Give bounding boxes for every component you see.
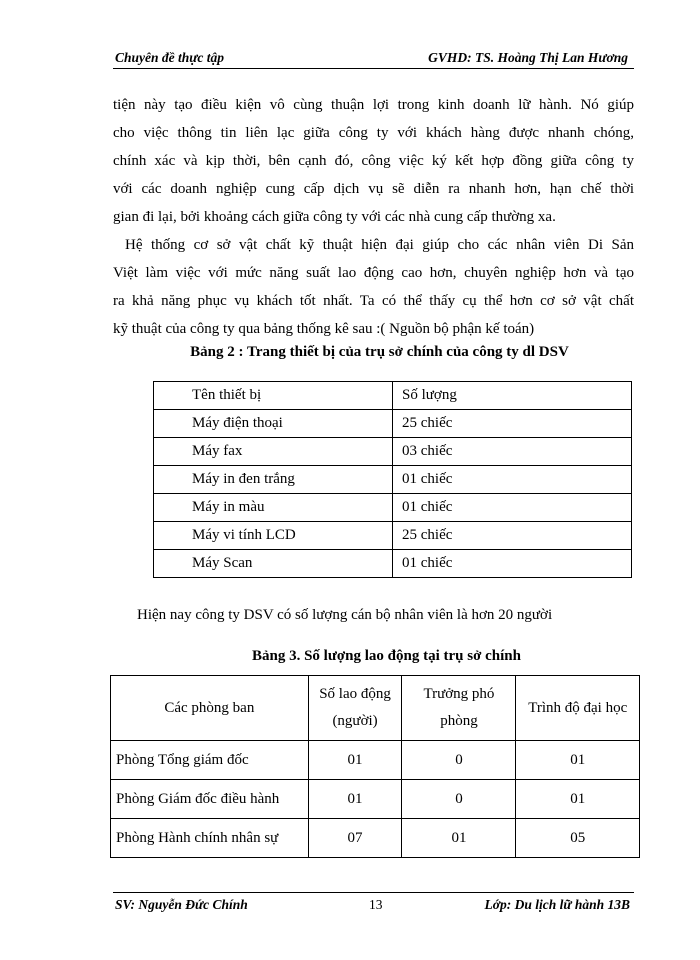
table-cell: Phòng Hành chính nhân sự [111,819,309,858]
equipment-table [153,381,632,578]
table-row [154,550,632,578]
table-header-cell: Số lượng [393,382,632,410]
table-row [111,741,640,780]
header-document-type: Chuyên đề thực tập [115,50,224,65]
table-cell: 0 [402,780,516,819]
table-cell: 0 [402,741,516,780]
table-row [154,494,632,522]
table-cell: 05 [516,819,640,858]
paragraph-line: tiện này tạo điều kiện vô cùng thuận lợi trong kinh doanh lữ hành. Nó giúp [113,97,634,113]
header-line: Số lao động [319,686,391,702]
header-line: phòng [440,713,478,729]
table-row [154,522,632,550]
table-header-cell: Trình độ đại học [516,676,640,741]
table-row [154,410,632,438]
staff-table [110,675,640,858]
table-header-cell: Tên thiết bị [154,382,393,410]
header-supervisor: GVHD: TS. Hoàng Thị Lan Hương [428,50,628,65]
table-cell: Máy in màu [154,494,393,522]
table-header-cell: Các phòng ban [111,676,309,741]
table-cell: 01 [308,741,402,780]
footer-class: Lớp: Du lịch lữ hành 13B [484,897,630,912]
table-header-row [154,382,632,410]
table2-caption: Bảng 2 : Trang thiết bị của trụ sở chính của công ty dl DSV [190,344,569,360]
table-cell: Phòng Giám đốc điều hành [111,780,309,819]
paragraph-line: với các doanh nghiệp cung cấp dịch vụ sẽ diễn ra nhanh hơn, hạn chế thời [113,181,634,197]
table-cell: Phòng Tổng giám đốc [111,741,309,780]
table-cell: Máy in đen trắng [154,466,393,494]
body-paragraph-1 [113,91,634,231]
table-header-row [111,676,640,741]
paragraph-line: ra khả năng phục vụ khách tốt nhất. Ta có thể thấy cụ thể hơn cơ sở vật chất [113,293,634,309]
table-row [111,819,640,858]
table-cell: Máy vi tính LCD [154,522,393,550]
paragraph-line: Việt làm việc với mức năng suất lao động cao hơn, chuyên nghiệp hơn và tạo [113,265,634,281]
page-footer [113,892,634,915]
page-header [113,50,634,69]
table-header-cell [308,676,402,741]
footer-student-name: SV: Nguyễn Đức Chính [115,897,248,912]
paragraph-line: kỹ thuật của công ty qua bảng thống kê sau :( Nguồn bộ phận kế toán) [113,321,535,337]
header-line: (người) [332,713,378,729]
table-row [154,438,632,466]
paragraph-line: gian đi lại, bởi khoảng cách giữa công ty với các nhà cung cấp thường xa. [113,209,556,225]
table-cell: 01 [516,741,640,780]
table-cell: 01 chiếc [393,550,632,578]
table-cell: 01 [402,819,516,858]
table-cell: Máy Scan [154,550,393,578]
table-cell: Máy điện thoại [154,410,393,438]
page-number: 13 [369,897,383,912]
table-cell: 03 chiếc [393,438,632,466]
table-row [154,466,632,494]
table-cell: 01 [308,780,402,819]
table3-caption: Bảng 3. Số lượng lao động tại trụ sở chính [251,648,521,664]
table-cell: 01 chiếc [393,494,632,522]
paragraph-line: cho việc thông tin liên lạc giữa công ty với khách hàng được nhanh chóng, [113,125,634,141]
paragraph-line: Hệ thống cơ sở vật chất kỹ thuật hiện đại giúp cho các nhân viên Di Sản [125,237,634,253]
table-cell: 07 [308,819,402,858]
header-line: Trưởng phó [423,686,495,702]
table-row [111,780,640,819]
paragraph-line: chính xác và kịp thời, bên cạnh đó, công việc ký kết hợp đồng giữa công ty [113,153,634,169]
table-header-cell [402,676,516,741]
table-cell: 25 chiếc [393,410,632,438]
table-cell: 25 chiếc [393,522,632,550]
table-cell: Máy fax [154,438,393,466]
table-cell: 01 chiếc [393,466,632,494]
body-paragraph-2 [113,231,634,343]
table-cell: 01 [516,780,640,819]
staff-count-sentence: Hiện nay công ty DSV có số lượng cán bộ nhân viên là hơn 20 người [137,607,553,623]
